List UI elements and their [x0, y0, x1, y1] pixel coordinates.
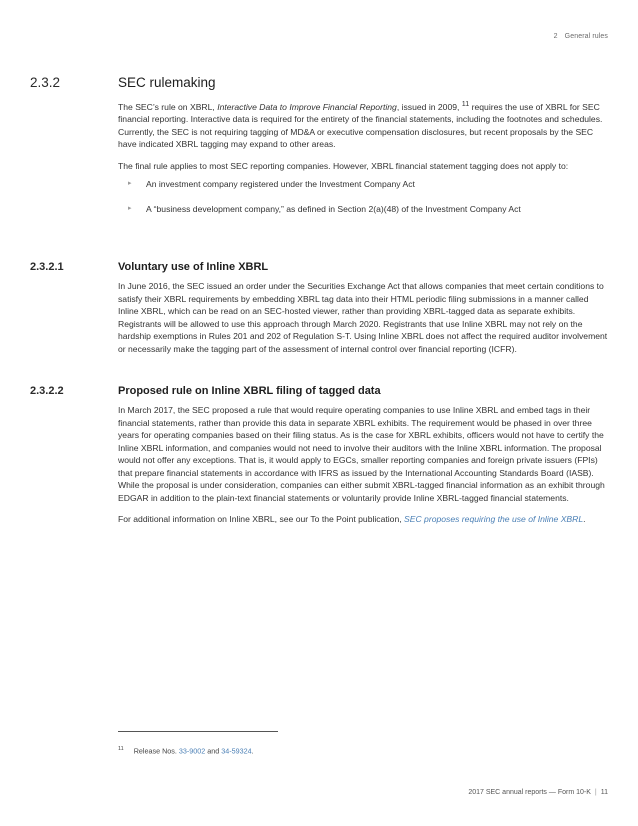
section-heading: SEC rulemaking	[118, 75, 216, 90]
section-2-3-2	[30, 75, 608, 227]
paragraph: In June 2016, the SEC issued an order under the Securities Exchange Act that allows companies that meet certain conditions to satisfy their XBRL requirements by embedding XBRL tag data into their HTML periodic filing submissions in a manner called Inline XBRL, which can be read on an SEC-hosted viewer, rather than providing XBRL-tagged data as separate exhibits. Registrants will be allowed to use this approach through March 2020. Registrants that use Inline XBRL may not rely on the hardship exemptions in Rules 201 and 202 of Regulation S-T. Using Inline XBRL does not affect the required auditor involvement or necessarily make the tagging part of the assessment of internal control over financial reporting (ICFR).	[118, 281, 608, 354]
bullet-arrow-icon: ▸	[128, 204, 132, 212]
footer-publication: 2017 SEC annual reports — Form 10-K	[468, 789, 591, 796]
bullet-item: ▸ A “business development company,” as defined in Section 2(a)(48) of the Investment Company Act	[128, 203, 521, 214]
section-heading: Voluntary use of Inline XBRL	[118, 261, 269, 273]
section-heading: Proposed rule on Inline XBRL filing of tagged data	[118, 385, 381, 397]
page-footer	[468, 789, 608, 796]
publication-link[interactable]: SEC proposes requiring the use of Inline XBRL	[404, 514, 584, 524]
page-number: 11	[600, 789, 608, 796]
footer-divider: |	[594, 789, 597, 796]
bullet-item: ▸ An investment company registered under the Investment Company Act	[128, 179, 415, 190]
paragraph: For additional information on Inline XBRL, see our To the Point publication, SEC proposes requiring the use of Inline XBRL.	[118, 514, 586, 524]
rule-title-italic: Interactive Data to Improve Financial Reporting	[217, 101, 397, 112]
release-link[interactable]: 33-9002	[178, 746, 206, 756]
paragraph: The final rule applies to most SEC reporting companies. However, XBRL financial statement tagging does not apply to:	[118, 160, 569, 171]
footnote-ref[interactable]: 11	[461, 100, 470, 108]
footnote-number: 11	[118, 746, 124, 752]
section-2-3-2-1	[30, 261, 608, 364]
header-section-title: General rules	[564, 33, 608, 40]
section-number: 2.3.2.2	[30, 385, 64, 397]
section-number: 2.3.2.1	[30, 261, 64, 273]
release-link[interactable]: 34-59324	[221, 746, 252, 756]
header-section-num: 2	[553, 33, 558, 40]
paragraph: The SEC’s rule on XBRL, Interactive Data to Improve Financial Reporting, issued in 2009, $^{11}$ requires the use of XBRL for SEC financial reporting. Interactive data is required for the entirety of the financial statements, including the footnotes and schedules. Currently, the SEC is not requiring tagging of MD&A or executive compensation disclosures, but recent proposals by the SEC have indicated XBRL tagging may expand to other areas.	[118, 100, 603, 150]
footnote-divider	[118, 731, 278, 732]
footnote: $^{11}$ Release Nos. 33-9002 and 34-59324.	[118, 746, 254, 756]
paragraph: In March 2017, the SEC proposed a rule that would require operating companies to use Inline XBRL and embed tags in their financial statements, rather than provide this data in separate XBRL exhibits. The requirement would be phased in over three years for operating companies based on their filing status. As is the case for XBRL exhibits, officers would not have to certify the Inline XBRL information, and companies would not need to involve their auditors with the Inline XBRL information. The proposal would not offer any exceptions. That is, it would apply to EGCs, smaller reporting companies and foreign private issuers (FPIs) that prepare financial statements in accordance with IFRS as issued by the International Accounting Standards Board (IASB). While the proposal is under consideration, companies can either submit XBRL-tagged financial information as an exhibit through EDGAR in addition to the plain-text financial statements or voluntarily provide Inline XBRL-tagged financial statements.	[118, 405, 605, 503]
running-header	[554, 33, 608, 40]
section-number: 2.3.2	[30, 75, 61, 90]
section-2-3-2-2	[30, 385, 608, 535]
bullet-arrow-icon: ▸	[128, 180, 132, 188]
